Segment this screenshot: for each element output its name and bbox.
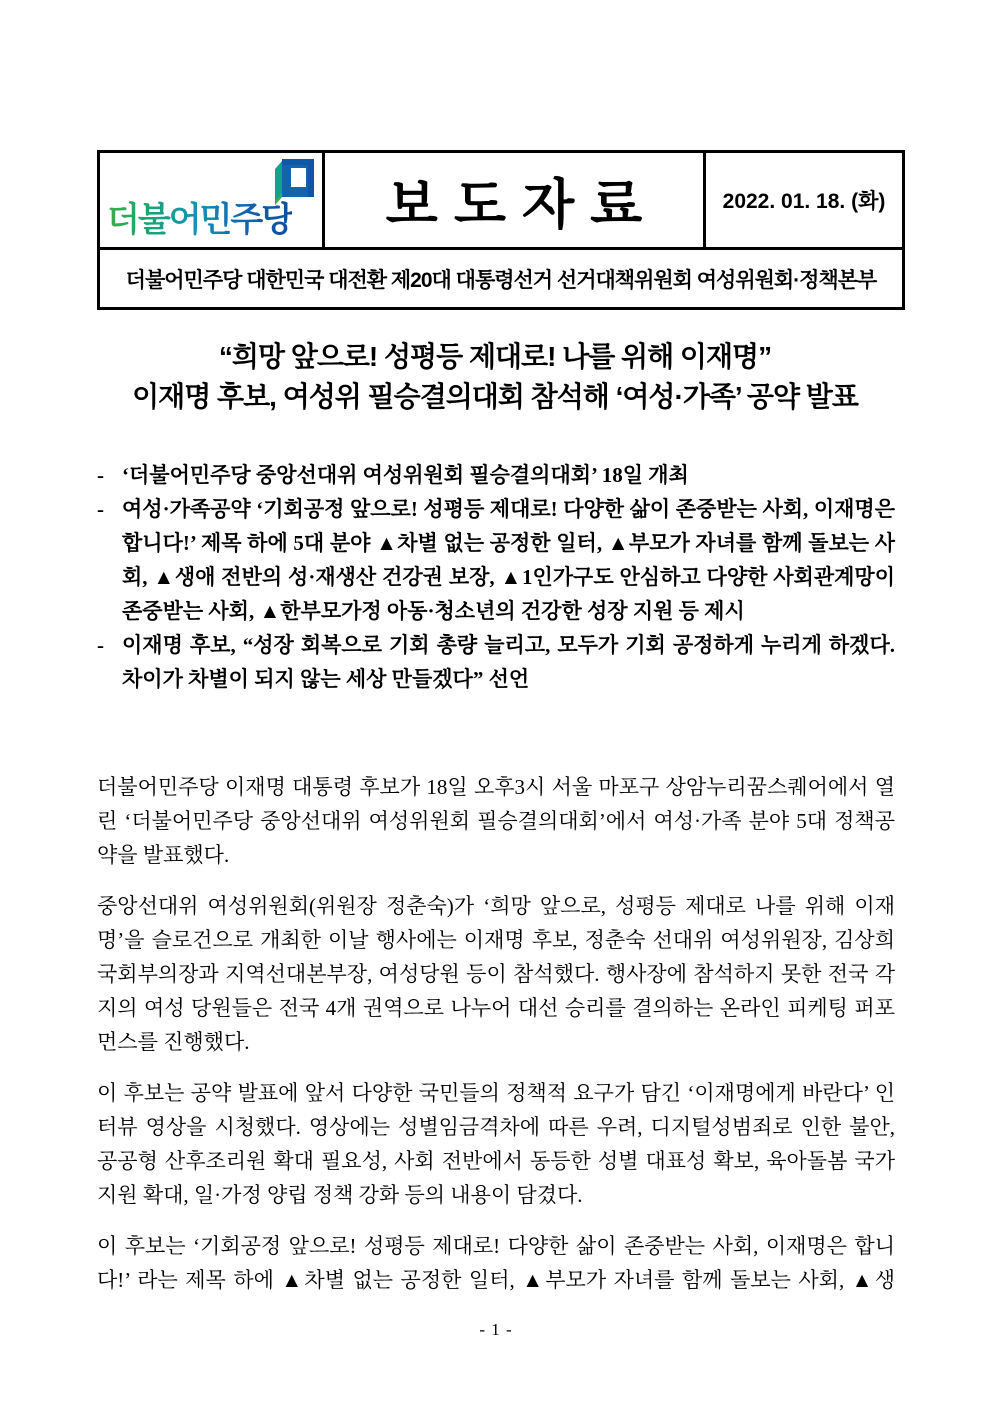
header-table (97, 150, 905, 310)
headline (97, 337, 893, 417)
party-logo-text: 더불어민주당 (107, 192, 292, 241)
summary-item (97, 458, 895, 492)
document-type-title: 보도자료 (385, 174, 659, 235)
summary-item-text: 여성·가족공약 ‘기회공정 앞으로! 성평등 제대로! 다양한 삶이 존중받는 사회, 이재명은 합니다!’ 제목 하에 5대 분야 ▲차별 없는 공정한 일터, ▲부모가 자녀를 함께 돌보는 사회, ▲생애 전반의 성·재생산 건강권 보장, ▲1인가구도 안심하고 다양한 사회관계망이 존중받는 사회, ▲한부모가정 아동·청소년의 건강한 성장 지원 등 제시 (122, 497, 895, 623)
body-paragraph-1: 더불어민주당 이재명 대통령 후보가 18일 오후3시 서울 마포구 상암누리꿈스퀘어에서 열린 ‘더불어민주당 중앙선대위 여성위원회 필승결의대회’에서 여성·가족 분야 5대 정책공약을 발표했다. (97, 775, 895, 867)
summary-item-text: ‘더불어민주당 중앙선대위 여성위원회 필승결의대회’ 18일 개최 (122, 463, 689, 487)
body-paragraph-4: 이 후보는 ‘기회공정 앞으로! 성평등 제대로! 다양한 삶이 존중받는 사회, 이재명은 합니다!’ 라는 제목 하에 ▲차별 없는 공정한 일터, ▲부모가 자녀를 함께 돌보는 사회, ▲생 (97, 1234, 895, 1292)
dash-bullet: - (97, 463, 104, 487)
party-logo-cell (99, 152, 324, 249)
headline-line-2: 이재명 후보, 여성위 필승결의대회 참석해 ‘여성·가족’ 공약 발표 (132, 381, 858, 412)
summary-item (97, 492, 895, 628)
header-row-main (99, 152, 904, 249)
body-paragraph-3: 이 후보는 공약 발표에 앞서 다양한 국민들의 정책적 요구가 담긴 ‘이재명에게 바란다’ 인터뷰 영상을 시청했다. 영상에는 성별임금격차에 따른 우려, 디지털성범죄로 인한 불안, 공공형 산후조리원 확대 필요성, 사회 전반에서 동등한 성별 대표성 확보, 육아돌봄 국가 지원 확대, 일·가정 양립 정책 강화 등의 내용이 담겼다. (97, 1081, 895, 1207)
party-logo (100, 153, 322, 247)
body-paragraph-2: 중앙선대위 여성위원회(위원장 정춘숙)가 ‘희망 앞으로, 성평등 제대로 나를 위해 이재명’을 슬로건으로 개최한 이날 행사에는 이재명 후보, 정춘숙 선대위 여성위원장, 김상희 국회부의장과 지역선대본부장, 여성당원 등이 참석했다. 행사장에 참석하지 못한 전국 각지의 여성 당원들은 전국 4개 권역으로 나누어 대선 승리를 결의하는 온라인 피케팅 퍼포먼스를 진행했다. (97, 894, 895, 1054)
summary-item-text: 이재명 후보, “성장 회복으로 기회 총량 늘리고, 모두가 기회 공정하게 누리게 하겠다. 차이가 차별이 되지 않는 세상 만들겠다” 선언 (122, 633, 895, 691)
page-number: - 1 - (479, 1320, 513, 1339)
release-date-cell (705, 152, 904, 249)
summary-item (97, 628, 895, 696)
dash-bullet: - (97, 633, 104, 657)
headline-line-1: “희망 앞으로! 성평등 제대로! 나를 위해 이재명” (218, 341, 772, 372)
header-row-organization (99, 249, 904, 309)
summary-list (97, 458, 895, 696)
release-date: 2022. 01. 18. (화) (722, 190, 886, 213)
document-type-cell (324, 152, 705, 249)
dash-bullet: - (97, 497, 104, 521)
organization-line: 더불어민주당 대한민국 대전환 제20대 대통령선거 선거대책위원회 여성위원회·정책본부 (125, 268, 877, 292)
body-text (97, 770, 895, 1314)
organization-cell (99, 249, 904, 309)
